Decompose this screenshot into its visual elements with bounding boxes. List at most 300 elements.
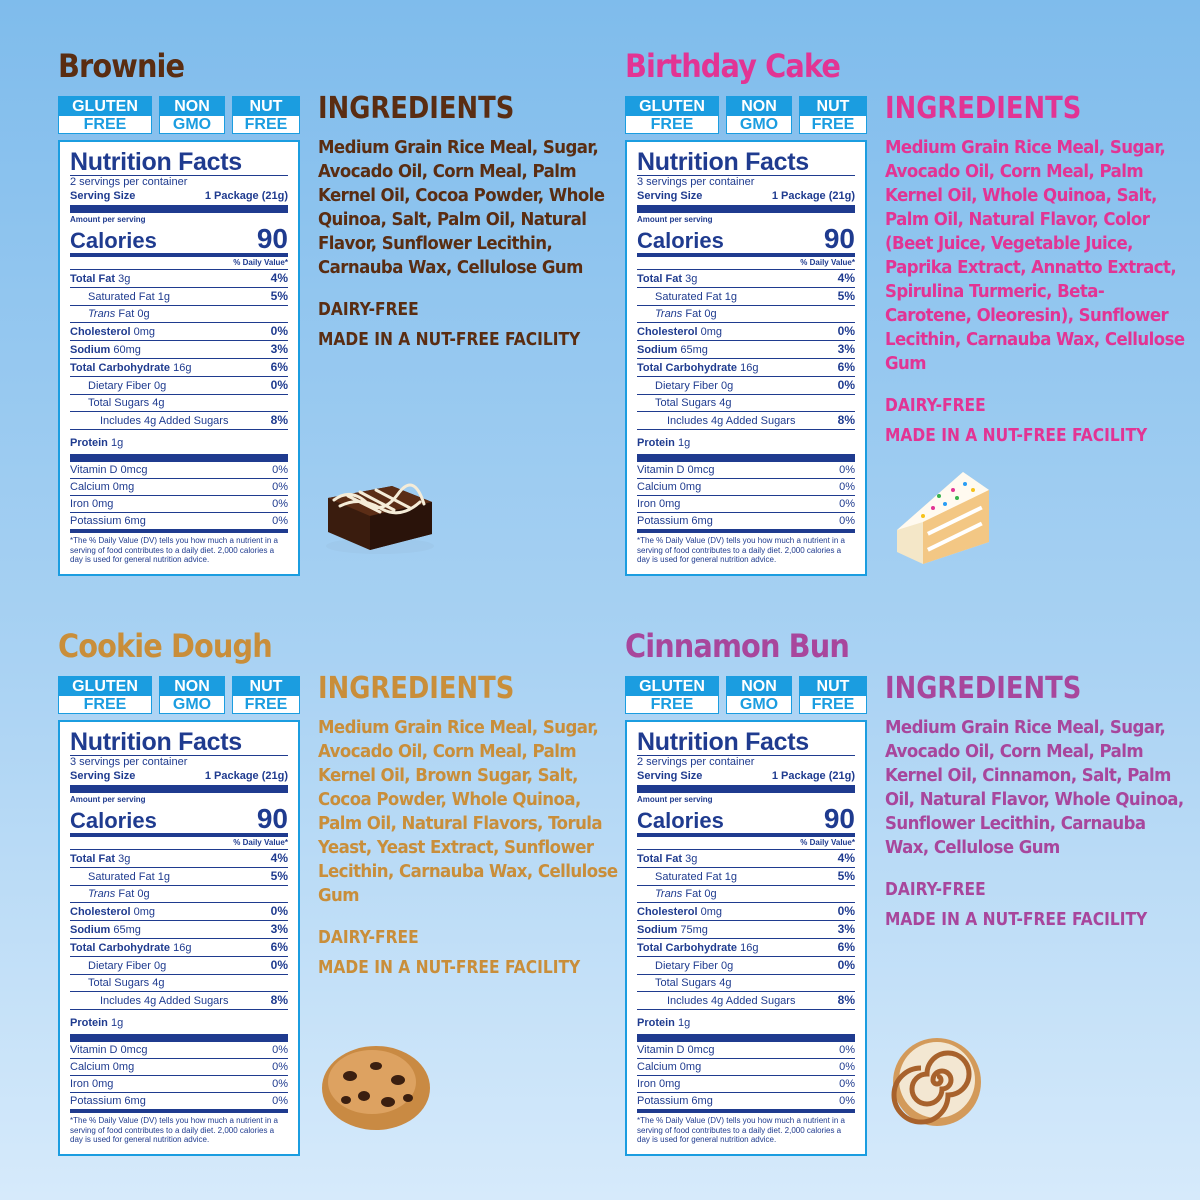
non-gmo-badge (159, 676, 225, 714)
nutrient-dv: 0% (272, 481, 288, 493)
calories-row (70, 225, 288, 253)
nutrient-label: Calcium (70, 1061, 110, 1073)
badge-bottom: FREE (650, 696, 694, 713)
product-panel (58, 40, 618, 600)
nutrient-amount: 0mcg (120, 464, 148, 476)
nutrient-label: Dietary Fiber (88, 380, 151, 392)
nutrient-amount: 16g (740, 362, 759, 374)
nutrient-dv: 5% (837, 289, 855, 303)
nutrient-amount: 4g (152, 397, 165, 409)
nutrient-amount: 3g (118, 853, 131, 865)
nutrient-amount: 4g (144, 415, 157, 427)
ingredients-block (885, 90, 1185, 448)
nut-free-badge (799, 96, 867, 134)
nutrient-amount: 1g (724, 871, 737, 883)
badge-top: NUT (800, 97, 866, 116)
brownie-image (320, 458, 440, 558)
vitamin-d-row (637, 462, 855, 479)
total-fat-row (70, 850, 288, 868)
badge-bottom: GMO (739, 116, 779, 133)
nutrient-label: Calcium (70, 481, 110, 493)
nutrient-dv: 3% (837, 342, 855, 356)
serving-size-row (70, 189, 288, 205)
nutrient-amount: 3g (118, 273, 131, 285)
nutrition-facts-label (625, 720, 867, 1156)
calories-value: 90 (823, 223, 855, 254)
nutrient-dv: 8% (837, 993, 855, 1007)
nutrient-dv: 0% (272, 1078, 288, 1090)
nutrient-amount: 0g (721, 960, 734, 972)
ingredients-block (318, 90, 618, 352)
total-fat-row (637, 270, 855, 288)
cholesterol-row (70, 323, 288, 341)
nutrient-label: Added Sugars (158, 415, 229, 427)
badge-bottom: FREE (650, 116, 694, 133)
serving-size-value: 1 Package (21g) (204, 770, 288, 782)
sodium-row (637, 921, 855, 939)
total-sugars-row (637, 395, 855, 412)
cake-image (893, 460, 993, 570)
nutrient-dv: 8% (837, 413, 855, 427)
sodium-row (70, 921, 288, 939)
ingredients-heading: INGREDIENTS (318, 671, 515, 706)
nutrient-label: Vitamin D (70, 1044, 118, 1056)
nutrient-dv: 0% (270, 324, 288, 338)
trans-fat-row (637, 886, 855, 903)
nutrient-label: Total Carbohydrate (637, 942, 738, 954)
badge-bottom: FREE (83, 696, 127, 713)
nutrient-label: Vitamin D (637, 1044, 685, 1056)
ingredients-text: Medium Grain Rice Meal, Sugar, Avocado Oil, Corn Meal, Palm Kernel Oil, Whole Quinoa, Salt, Palm Oil, Natural Flavor, Color (Beet Juice, Vegetable Juice, Paprika Extract, Annatto Extract, Spirulina Turmeric, Beta-Carotene, Oleoresin), Sunflower Lecithin, Carnauba Wax, Cellulose Gum (885, 137, 1185, 374)
nutrient-dv: 0% (839, 1078, 855, 1090)
serving-size-row (637, 769, 855, 785)
daily-value-header: % Daily Value* (233, 838, 288, 847)
nut-free-facility-text: MADE IN A NUT-FREE FACILITY (885, 909, 1148, 930)
amount-per-serving: Amount per serving (70, 795, 146, 804)
total-carbohydrate-row (70, 939, 288, 957)
added-sugars-row (637, 412, 855, 430)
nutrient-label: Total Sugars (655, 397, 717, 409)
cholesterol-row (637, 323, 855, 341)
calories-label: Calories (70, 808, 157, 833)
badge-top: GLUTEN (626, 677, 718, 696)
nutrient-amount: 0g (154, 960, 167, 972)
nutrient-label: Iron (637, 1078, 656, 1090)
amount-per-serving: Amount per serving (637, 795, 713, 804)
nutrient-amount: 4g (719, 977, 732, 989)
total-fat-row (637, 850, 855, 868)
nutrient-label: Vitamin D (637, 464, 685, 476)
nutrient-label: Includes (100, 995, 141, 1007)
nut-free-badge (232, 676, 300, 714)
potassium-row (70, 513, 288, 533)
nutrient-label: Cholesterol (70, 906, 131, 918)
non-gmo-badge (726, 676, 792, 714)
nutrient-dv: 0% (839, 481, 855, 493)
nutrient-label: Dietary Fiber (655, 960, 718, 972)
nutrient-label: Total Carbohydrate (70, 942, 171, 954)
nutrient-dv: 4% (270, 851, 288, 865)
sodium-row (637, 341, 855, 359)
nutrient-label: Added Sugars (158, 995, 229, 1007)
nutrient-amount: 0g (154, 380, 167, 392)
nutrient-dv: 0% (270, 958, 288, 972)
nutrient-label: Fat (118, 888, 135, 900)
total-fat-row (70, 270, 288, 288)
nutrient-amount: 6mg (124, 515, 146, 527)
nutrient-label: Potassium (70, 515, 122, 527)
gluten-free-badge (58, 676, 152, 714)
nutrient-amount: 0g (704, 308, 717, 320)
dairy-free-text: DAIRY-FREE (885, 879, 986, 900)
nutrition-facts-label (58, 720, 300, 1156)
nutrient-label: Includes (667, 415, 708, 427)
nutrient-label: Trans (88, 888, 116, 900)
calcium-row (637, 479, 855, 496)
nutrient-label: Total Sugars (88, 397, 150, 409)
serving-size-value: 1 Package (21g) (771, 770, 855, 782)
nutrient-amount: 65mg (680, 344, 708, 356)
badge-bottom: GMO (172, 696, 212, 713)
iron-row (70, 1076, 288, 1093)
nutrient-label: Sodium (70, 924, 111, 936)
nutrient-dv: 0% (837, 378, 855, 392)
nutrient-amount: 1g (157, 871, 170, 883)
nutrient-label: Cholesterol (637, 906, 698, 918)
saturated-fat-row (637, 288, 855, 306)
product-title: Brownie (58, 47, 185, 85)
potassium-row (637, 513, 855, 533)
vitamin-d-row (637, 1042, 855, 1059)
total-carbohydrate-row (637, 359, 855, 377)
nutrient-amount: 0mg (92, 498, 114, 510)
ingredients-heading: INGREDIENTS (318, 91, 515, 126)
nutrient-amount: 0mg (700, 906, 722, 918)
nutrient-amount: 6mg (691, 1095, 713, 1107)
nutrient-amount: 16g (740, 942, 759, 954)
nutrient-amount: 0g (137, 888, 150, 900)
nutrition-facts-label (625, 140, 867, 576)
nutrient-label: Protein (70, 437, 108, 449)
nutrient-label: Cholesterol (637, 326, 698, 338)
dairy-free-text: DAIRY-FREE (318, 299, 419, 320)
badges (58, 676, 300, 716)
serving-size-label: Serving Size (70, 190, 136, 202)
nutrient-amount: 65mg (113, 924, 141, 936)
nutrient-amount: 0mg (679, 481, 702, 493)
calories-row (637, 225, 855, 253)
nutrient-dv: 6% (270, 360, 288, 374)
nutrient-label: Added Sugars (725, 415, 796, 427)
nutrient-label: Cholesterol (70, 326, 131, 338)
calories-row (70, 805, 288, 833)
serving-size-row (70, 769, 288, 785)
nutrient-amount: 3g (685, 853, 698, 865)
protein-row (70, 430, 288, 451)
calories-value: 90 (256, 803, 288, 834)
ingredients-heading: INGREDIENTS (885, 91, 1082, 126)
nutrient-dv: 0% (839, 515, 855, 527)
total-sugars-row (637, 975, 855, 992)
cinnamon-bun-image (887, 1030, 987, 1130)
calcium-row (70, 479, 288, 496)
calories-label: Calories (637, 808, 724, 833)
nutrient-label: Iron (70, 1078, 89, 1090)
nutrient-label: Vitamin D (70, 464, 118, 476)
nutrient-dv: 4% (837, 851, 855, 865)
servings-per-container: 3 servings per container (637, 176, 755, 188)
nutrient-amount: 4g (711, 415, 724, 427)
nutrition-facts-title: Nutrition Facts (70, 728, 242, 756)
daily-value-header: % Daily Value* (233, 258, 288, 267)
non-gmo-badge (726, 96, 792, 134)
nutrient-amount: 1g (724, 291, 737, 303)
nut-free-badge (799, 676, 867, 714)
nutrient-label: Sodium (70, 344, 111, 356)
nutrient-dv: 5% (837, 869, 855, 883)
servings-per-container: 2 servings per container (70, 176, 188, 188)
nutrient-label: Potassium (70, 1095, 122, 1107)
dairy-free-text: DAIRY-FREE (318, 927, 419, 948)
nutrient-label: Sodium (637, 344, 678, 356)
nutrient-dv: 0% (839, 1044, 855, 1056)
nutrient-amount: 1g (157, 291, 170, 303)
nutrient-amount: 0mcg (687, 464, 715, 476)
nut-free-facility-text: MADE IN A NUT-FREE FACILITY (318, 957, 581, 978)
calories-value: 90 (823, 803, 855, 834)
vitamin-d-row (70, 462, 288, 479)
nutrient-amount: 0mcg (687, 1044, 715, 1056)
calories-label: Calories (70, 228, 157, 253)
nutrient-dv: 0% (837, 958, 855, 972)
nutrient-amount: 0mg (659, 1078, 681, 1090)
saturated-fat-row (637, 868, 855, 886)
badge-top: NUT (233, 677, 299, 696)
servings-per-container: 3 servings per container (70, 756, 188, 768)
nut-free-facility-text: MADE IN A NUT-FREE FACILITY (318, 329, 581, 350)
nutrient-label: Includes (100, 415, 141, 427)
nutrient-amount: 75mg (680, 924, 708, 936)
nutrient-amount: 0mg (700, 326, 722, 338)
added-sugars-row (637, 992, 855, 1010)
nutrient-label: Saturated Fat (655, 291, 722, 303)
serving-size-row (637, 189, 855, 205)
serving-size-label: Serving Size (637, 190, 703, 202)
potassium-row (637, 1093, 855, 1113)
nutrient-amount: 1g (110, 437, 124, 449)
amount-per-serving: Amount per serving (637, 215, 713, 224)
cholesterol-row (70, 903, 288, 921)
dairy-free-text: DAIRY-FREE (885, 395, 986, 416)
sodium-row (70, 341, 288, 359)
nutrient-label: Total Fat (70, 273, 116, 285)
iron-row (637, 1076, 855, 1093)
daily-value-header: % Daily Value* (800, 838, 855, 847)
nutrient-label: Iron (70, 498, 89, 510)
badge-top: GLUTEN (59, 97, 151, 116)
nutrient-dv: 4% (270, 271, 288, 285)
nutrient-label: Trans (655, 308, 683, 320)
dietary-fiber-row (637, 957, 855, 975)
nutrient-amount: 0mg (112, 1061, 135, 1073)
total-sugars-row (70, 395, 288, 412)
nutrient-label: Potassium (637, 515, 689, 527)
nutrient-dv: 0% (837, 904, 855, 918)
badge-top: NON (160, 97, 224, 116)
nutrition-facts-label (58, 140, 300, 576)
servings-per-container: 2 servings per container (637, 756, 755, 768)
nutrient-label: Fat (118, 308, 135, 320)
nutrient-amount: 6mg (124, 1095, 146, 1107)
nutrient-dv: 0% (270, 904, 288, 918)
gluten-free-badge (58, 96, 152, 134)
nutrient-dv: 6% (837, 940, 855, 954)
badges (625, 96, 867, 136)
product-panel (625, 40, 1185, 600)
nutrient-label: Trans (88, 308, 116, 320)
nutrient-label: Fat (685, 888, 702, 900)
nutrient-label: Trans (655, 888, 683, 900)
gluten-free-badge (625, 96, 719, 134)
nutrient-label: Protein (637, 1017, 675, 1029)
nut-free-facility-text: MADE IN A NUT-FREE FACILITY (885, 425, 1148, 446)
nutrient-dv: 3% (270, 922, 288, 936)
nutrient-dv: 0% (272, 1061, 288, 1073)
badge-top: NON (727, 677, 791, 696)
nutrient-label: Total Fat (637, 273, 683, 285)
nutrient-dv: 0% (272, 498, 288, 510)
badge-bottom: FREE (811, 696, 855, 713)
serving-size-label: Serving Size (70, 770, 136, 782)
nutrient-dv: 3% (270, 342, 288, 356)
dietary-fiber-row (637, 377, 855, 395)
nutrient-amount: 0g (704, 888, 717, 900)
nutrient-amount: 4g (152, 977, 165, 989)
nutrient-dv: 0% (272, 464, 288, 476)
ingredients-block (885, 670, 1185, 932)
vitamin-d-row (70, 1042, 288, 1059)
nutrient-amount: 0mcg (120, 1044, 148, 1056)
nutrient-dv: 0% (837, 324, 855, 338)
nutrient-dv: 6% (270, 940, 288, 954)
dietary-fiber-row (70, 957, 288, 975)
badge-top: NON (727, 97, 791, 116)
nutrient-label: Total Sugars (655, 977, 717, 989)
product-title: Birthday Cake (625, 47, 841, 85)
potassium-row (70, 1093, 288, 1113)
nutrient-amount: 0mg (659, 498, 681, 510)
nutrient-amount: 4g (719, 397, 732, 409)
dietary-fiber-row (70, 377, 288, 395)
nutrient-dv: 4% (837, 271, 855, 285)
badge-top: GLUTEN (59, 677, 151, 696)
badge-bottom: FREE (244, 116, 288, 133)
ingredients-text: Medium Grain Rice Meal, Sugar, Avocado Oil, Corn Meal, Palm Kernel Oil, Cinnamon, Salt, Palm Oil, Natural Flavor, Whole Quinoa, Sunflower Lecithin, Carnauba Wax, Cellulose Gum (885, 717, 1184, 858)
total-sugars-row (70, 975, 288, 992)
nutrient-dv: 0% (272, 515, 288, 527)
nutrient-label: Total Fat (70, 853, 116, 865)
nutrient-dv: 3% (837, 922, 855, 936)
nutrient-amount: 1g (677, 1017, 691, 1029)
nutrient-label: Includes (667, 995, 708, 1007)
nutrient-dv: 0% (839, 1061, 855, 1073)
nutrient-amount: 0mg (133, 326, 155, 338)
nutrient-dv: 0% (839, 1095, 855, 1107)
nutrient-amount: 0g (721, 380, 734, 392)
nutrient-label: Total Carbohydrate (70, 362, 171, 374)
product-title: Cinnamon Bun (625, 627, 849, 665)
serving-size-value: 1 Package (21g) (771, 190, 855, 202)
badge-top: NUT (233, 97, 299, 116)
product-panel (58, 620, 618, 1180)
nut-free-badge (232, 96, 300, 134)
protein-row (637, 430, 855, 451)
iron-row (70, 496, 288, 513)
nutrient-label: Total Sugars (88, 977, 150, 989)
nutrient-label: Calcium (637, 481, 677, 493)
iron-row (637, 496, 855, 513)
protein-row (637, 1010, 855, 1031)
added-sugars-row (70, 412, 288, 430)
saturated-fat-row (70, 288, 288, 306)
daily-value-footnote: *The % Daily Value (DV) tells you how much a nutrient in a serving of food contributes to a daily diet. 2,000 calories a day is used for general nutrition advice. (70, 1116, 278, 1144)
badge-top: GLUTEN (626, 97, 718, 116)
calcium-row (70, 1059, 288, 1076)
nutrient-label: Dietary Fiber (88, 960, 151, 972)
nutrient-amount: 1g (110, 1017, 124, 1029)
nutrient-label: Potassium (637, 1095, 689, 1107)
cookie-image (320, 1040, 432, 1132)
nutrient-label: Saturated Fat (88, 871, 155, 883)
calories-row (637, 805, 855, 833)
nutrient-amount: 60mg (113, 344, 141, 356)
cholesterol-row (637, 903, 855, 921)
total-carbohydrate-row (70, 359, 288, 377)
nutrient-amount: 0mg (133, 906, 155, 918)
nutrient-label: Saturated Fat (88, 291, 155, 303)
nutrient-dv: 0% (270, 378, 288, 392)
nutrient-label: Total Fat (637, 853, 683, 865)
total-carbohydrate-row (637, 939, 855, 957)
nutrient-amount: 16g (173, 362, 192, 374)
nutrient-amount: 0mg (112, 481, 135, 493)
calcium-row (637, 1059, 855, 1076)
nutrient-dv: 0% (839, 464, 855, 476)
badge-bottom: FREE (811, 116, 855, 133)
calories-value: 90 (256, 223, 288, 254)
daily-value-footnote: *The % Daily Value (DV) tells you how much a nutrient in a serving of food contributes to a daily diet. 2,000 calories a day is used for general nutrition advice. (637, 1116, 845, 1144)
nutrition-facts-title: Nutrition Facts (637, 148, 809, 176)
badge-top: NON (160, 677, 224, 696)
daily-value-footnote: *The % Daily Value (DV) tells you how much a nutrient in a serving of food contributes to a daily diet. 2,000 calories a day is used for general nutrition advice. (70, 536, 278, 564)
ingredients-text: Medium Grain Rice Meal, Sugar, Avocado Oil, Corn Meal, Palm Kernel Oil, Cocoa Powder, Whole Quinoa, Salt, Palm Oil, Natural Flavor, Sunflower Lecithin, Carnauba Wax, Cellulose Gum (318, 137, 605, 278)
nutrient-amount: 0mg (92, 1078, 114, 1090)
nutrient-dv: 8% (270, 413, 288, 427)
gluten-free-badge (625, 676, 719, 714)
nutrient-dv: 0% (272, 1095, 288, 1107)
nutrient-label: Saturated Fat (655, 871, 722, 883)
nutrient-dv: 0% (839, 498, 855, 510)
nutrient-dv: 5% (270, 869, 288, 883)
nutrient-label: Sodium (637, 924, 678, 936)
nutrient-dv: 5% (270, 289, 288, 303)
nutrient-dv: 8% (270, 993, 288, 1007)
nutrient-label: Protein (70, 1017, 108, 1029)
amount-per-serving: Amount per serving (70, 215, 146, 224)
ingredients-text: Medium Grain Rice Meal, Sugar, Avocado Oil, Corn Meal, Palm Kernel Oil, Brown Sugar, Salt, Cocoa Powder, Whole Quinoa, Palm Oil, Natural Flavors, Torula Yeast, Yeast Extract, Sunflower Lecithin, Carnauba Wax, Cellulose Gum (318, 717, 618, 906)
badges (58, 96, 300, 136)
product-title: Cookie Dough (58, 627, 272, 665)
